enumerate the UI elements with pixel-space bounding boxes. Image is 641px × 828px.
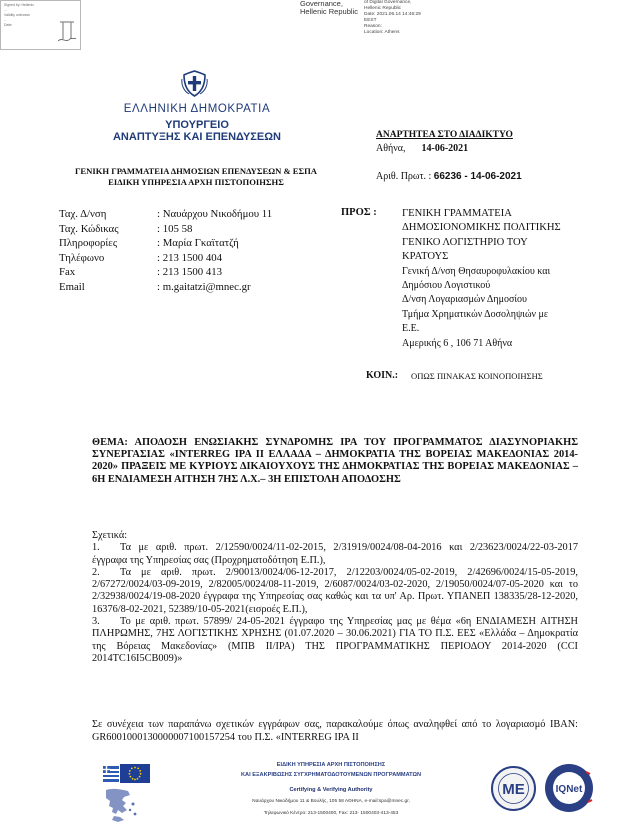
- body-paragraph: Σε συνέχεια των παραπάνω σχετικών εγγράφων σας, παρακαλούμε όπως αναληφθεί από το λογαριασμό IBAN: GR6001000130000007100157254 του Π.Σ. «INTERREG IPA II: [92, 719, 578, 743]
- eu-flag-icon: [120, 764, 150, 783]
- contact-value: : Μαρία Γκαϊτατζή: [157, 237, 239, 249]
- stamp-line: ...: [4, 18, 7, 22]
- seal-text: ME: [502, 781, 525, 798]
- signature-detail-line: Date: 2021.06.14 14:46:29: [364, 12, 421, 17]
- contact-key: Τηλέφωνο: [59, 251, 105, 264]
- stamp-line: Date:: [4, 23, 13, 27]
- recipient-line: Δ/νση Λογαριασμών Δημοσίου: [402, 294, 527, 306]
- recipient-line: ΚΡΑΤΟΥΣ: [402, 251, 449, 263]
- protocol-value: 66236 - 14-06-2021: [433, 171, 522, 182]
- signature-detail-line: Location: Athens: [364, 30, 400, 35]
- recipient-line: Δημόσιου Λογιστικού: [402, 280, 491, 292]
- footer-authority-en: Certifying & Verifying Authority: [289, 787, 373, 793]
- certification-seal-icon: [491, 765, 536, 812]
- recipient-line: ΓΕΝΙΚΟ ΛΟΓΙΣΤΗΡΙΟ ΤΟΥ: [402, 236, 528, 248]
- relevant-item-text: Το με αριθ. πρωτ. 57899/ 24-05-2021 έγγραφο της Υπηρεσίας μας με θέμα «6η ΕΝΔΙΑΜΕΣΗ ΑΙΤΗΣΗ ΠΛΗΡΩΜΗΣ, 7ΗΣ ΛΟΓΙΣΤΙΚΗΣ ΧΡΗΣΗΣ (01.07.2020 – 30.06.2021) ΓΙΑ ΤΟ Π.Σ. ΕΕΣ «Ελλάδα – Δημοκρατία της Βόρειας Μακεδονίας» (ΜΠΒ ΙΙ/ΙΡΑ) ΤΗΣ ΠΡΟΓΡΑΜΜΑΤΙΚΗΣ ΠΕΡΙΟΔΟΥ 2014-2020 (CCI 2014TC16I5CB009)»: [92, 616, 578, 664]
- contact-row: [59, 236, 272, 251]
- contact-details: [59, 207, 272, 294]
- signature-detail-line: of Digital Governance,: [364, 0, 412, 5]
- contact-key: Ταχ. Δ/νση: [59, 208, 107, 220]
- protocol-label: Αριθ. Πρωτ. :: [376, 171, 432, 182]
- greek-flag-icon: [103, 766, 119, 782]
- footer-address: Ναυάρχου Νικοδήμου 11 & Βουλής, 105 58 ΑΘΗΝΑ, e-mail:spa@mnec.gr,: [252, 799, 410, 804]
- relevant-label: Σχετικά:: [92, 530, 128, 541]
- stamp-line: Signed by: Hellenic: [4, 3, 34, 7]
- recipient-line: ΔΗΜΟΣΙΟΝΟΜΙΚΗΣ ΠΟΛΙΤΙΚΗΣ: [402, 222, 561, 234]
- contact-key: Πληροφορίες: [59, 237, 118, 249]
- place-name: Αθήνα,: [376, 143, 406, 154]
- contact-row: [59, 280, 272, 295]
- recipient-line: Αμερικής 6 , 106 71 Αθήνα: [402, 337, 513, 349]
- stamp-line: ...: [4, 8, 7, 12]
- greece-map-icon: [100, 786, 140, 824]
- relevant-section: [92, 530, 578, 665]
- iqnet-text: IQNet: [555, 784, 583, 795]
- recipient-line: Τμήμα Χρηματικών Δοσοληψιών με: [402, 308, 549, 320]
- contact-value[interactable]: : m.gaitatzi@mnec.gr: [157, 280, 251, 293]
- contact-row: [59, 251, 272, 266]
- contact-key: Fax: [59, 266, 76, 278]
- signature-detail-line: EEST: [364, 18, 377, 23]
- signature-detail-line: Reason:: [364, 24, 382, 29]
- protocol-number: [376, 171, 522, 182]
- relevant-item: [92, 616, 578, 665]
- contact-value: : Ναυάρχου Νικοδήμου 11: [157, 208, 273, 220]
- recipient-line: ΓΕΝΙΚΗ ΓΡΑΜΜΑΤΕΙΑ: [402, 208, 512, 219]
- signature-check-icon: [58, 17, 76, 43]
- contact-row: [59, 222, 272, 237]
- ministry-name: ΑΝΑΠΤΥΞΗΣ ΚΑΙ ΕΠΕΝΔΥΣΕΩΝ: [112, 131, 282, 143]
- document-subject: ΘΕΜΑ: ΑΠΟΔΟΣΗ ΕΝΩΣΙΑΚΗΣ ΣΥΝΔΡΟΜΗΣ IPA ΤΟΥ ΠΡΟΓΡΑΜΜΑΤΟΣ ΔΙΑΣΥΝΟΡΙΑΚΗΣ ΣΥΝΕΡΓΑΣΙΑΣ «INTERREG IPA II ΕΛΛΑΔΑ – ΔΗΜΟΚΡΑΤΙΑ ΤΗΣ ΒΟΡΕΙΑΣ ΜΑΚΕΔΟΝΙΑΣ 2014-2020» ΠΡΑΞΕΙΣ ΜΕ ΚΥΡΙΟΥΣ ΔΙΚΑΙΟΥΧΟΥΣ ΤΗΣ ΔΗΜΟΚΡΑΤΙΑΣ ΤΗΣ ΒΟΡΕΙΑΣ ΜΑΚΕΔΟΝΙΑΣ – 6Η ΕΝΔΙΑΜΕΣΗ ΑΙΤΗΣΗ 7ΗΣ Λ.Χ.– 3Η ΕΠΙΣΤΟΛΗ ΑΠΟΔΟΣΗΣ: [92, 437, 578, 485]
- contact-value: : 105 58: [157, 222, 193, 235]
- contact-key: Ταχ. Κώδικας: [59, 222, 119, 235]
- contact-value: : 213 1500 404: [157, 251, 223, 264]
- relevant-item-text: Τα με αριθ. πρωτ. 2/12590/0024/11-02-2015, 2/31919/0024/08-04-2016 και 2/23623/0024/22-03-2017 έγγραφα της Υπηρεσίας σας (Προχρηματοδότηση Ε.Π.),: [92, 542, 578, 566]
- footer-service-subtitle: ΚΑΙ ΕΞΑΚΡΙΒΩΣΗΣ ΣΥΓΧΡΗΜΑΤΟΔΟΤΟΥΜΕΝΩΝ ΠΡΟΓΡΑΜΜΑΤΩΝ: [241, 772, 421, 778]
- footer-service-name: ΕΙΔΙΚΗ ΥΠΗΡΕΣΙΑ ΑΡΧΗ ΠΙΣΤΟΠΟΙΗΣΗΣ: [276, 762, 386, 768]
- document-date: 14-06-2021: [421, 143, 469, 154]
- contact-key: Email: [59, 280, 85, 293]
- relevant-item-text: Τα με αριθ. πρωτ. 2/90013/0024/06-12-2017, 2/12203/0024/05-02-2019, 2/42696/0024/15-05-2019, 2/67272/0024/03-09-2019, 2/82005/0024/08-11-2019, 2/6087/0024/03-02-2020, 2/19050/0024/07-05-2020 και το 2/32938/0024/19-08-2020 έγγραφα της Υπηρεσίας σας καθώς και τα υπ' Αρ. Πρωτ. ΥΠΑΝΕΠ 138335/28-12-2020, 16376/8-02-2021, 52389/10-05-2021(εισροές Ε.Π.),: [92, 566, 578, 615]
- signature-details: [364, 0, 421, 36]
- relevant-item: [92, 567, 578, 616]
- stamp-line: Validity unknown: [4, 13, 31, 17]
- post-online-notice: ΑΝΑΡΤΗΤΕΑ ΣΤΟ ΔΙΑΔΙΚΤΥΟ: [376, 130, 513, 140]
- signature-detail-line: Hellenic Republic: [364, 6, 402, 11]
- country-name: ΕΛΛΗΝΙΚΗ ΔΗΜΟΚΡΑΤΙΑ: [123, 103, 271, 115]
- recipient-line: Ε.Ε.: [402, 323, 420, 335]
- relevant-item: [92, 542, 578, 567]
- signature-org-line: Hellenic Republic: [300, 7, 358, 16]
- footer-phone: Τηλεφωνικό Κέντρο: 213-1500400, Fax: 213- 1500403-413-453: [263, 811, 399, 816]
- recipient-address: [402, 207, 602, 351]
- ministry-title: ΥΠΟΥΡΓΕΙΟ: [165, 119, 229, 131]
- iqnet-logo-icon: [542, 762, 596, 814]
- cc-value: ΟΠΩΣ ΠΙΝΑΚΑΣ ΚΟΙΝΟΠΟΙΗΣΗΣ: [411, 371, 543, 381]
- recipient-line: Γενική Δ/νση Θησαυροφυλακίου και: [402, 265, 551, 277]
- signature-org: [300, 0, 358, 16]
- digital-signature-stamp: [0, 0, 81, 50]
- relevant-item-number: 2.: [92, 566, 100, 578]
- special-service: ΕΙΔΙΚΗ ΥΠΗΡΕΣΙΑ ΑΡΧΗ ΠΙΣΤΟΠΟΙΗΣΗΣ: [108, 177, 284, 187]
- contact-value: : 213 1500 413: [157, 266, 223, 278]
- cc-label: ΚΟΙΝ.:: [366, 370, 399, 381]
- place-date: [376, 143, 468, 154]
- contact-row: [59, 207, 272, 222]
- hellenic-emblem-icon: [181, 69, 208, 97]
- signature-org-line: Governance,: [300, 0, 343, 8]
- general-secretariat: ΓΕΝΙΚΗ ΓΡΑΜΜΑΤΕΙΑ ΔΗΜΟΣΙΩΝ ΕΠΕΝΔΥΣΕΩΝ & ΕΣΠΑ: [74, 166, 318, 176]
- contact-row: [59, 265, 272, 280]
- relevant-item-number: 1.: [92, 542, 100, 554]
- recipient-label: ΠΡΟΣ :: [341, 207, 377, 218]
- relevant-item-number: 3.: [92, 616, 100, 628]
